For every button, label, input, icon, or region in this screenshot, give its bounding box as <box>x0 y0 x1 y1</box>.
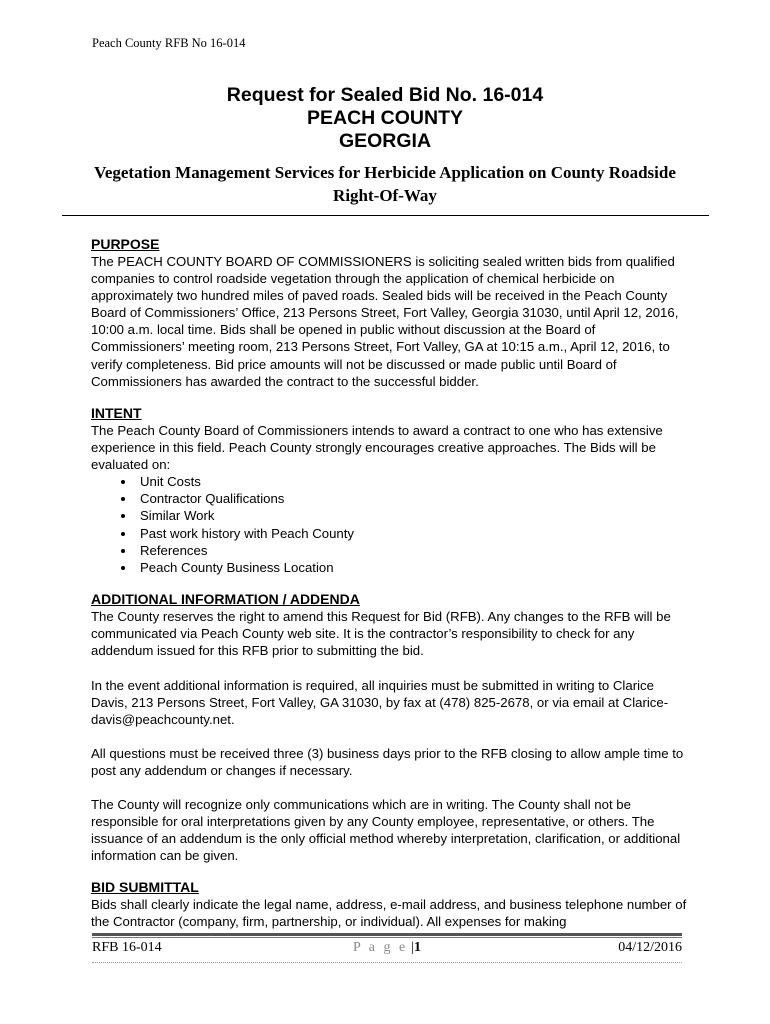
subtitle-line-1: Vegetation Management Services for Herbicide Application on County Roadside <box>94 163 676 182</box>
list-item: • Contractor Qualifications <box>136 490 691 507</box>
written-communications-paragraph: The County will recognize only communications which are in writing. The County shall not be responsible for oral interpretations given by any County employee, representative, or others. The issuance of an addendum is the only official method whereby interpretation, clarification, or additional information can be given. <box>91 797 681 864</box>
title-divider <box>62 215 709 216</box>
document-title: Request for Sealed Bid No. 16-014 <box>226 84 544 106</box>
purpose-text: The PEACH COUNTY BOARD OF COMMISSIONERS is soliciting sealed written bids from qualified companies to control roadside vegetation through the application of chemical herbicide on approximately two hundred miles of paved roads. Sealed bids will be received in the Peach County Board of Commissioners’ Office, 213 Persons Street, Fort Valley, Georgia 31030, until April 12, 2016, 10:00 a.m. local time. Bids shall be opened in public without discussion at the Board of Commissioners’ meeting room, 213 Persons Street, Fort Valley, GA at 10:15 a.m., April 12, 2016, to verify completeness. Bid price amounts will not be discussed or made public until Board of Commissioners has awarded the contract to the successful bidder. <box>91 254 679 389</box>
evaluation-criteria-list <box>91 473 691 576</box>
list-item: • Similar Work <box>136 507 691 524</box>
additional-info-heading: ADDITIONAL INFORMATION / ADDENDA <box>91 591 360 608</box>
county-name: PEACH COUNTY <box>306 107 463 129</box>
page-footer <box>92 940 682 963</box>
page-label: P a g e <box>352 940 408 955</box>
list-item: • References <box>136 542 691 559</box>
subtitle <box>0 161 770 207</box>
title-block <box>0 84 770 207</box>
footer-date: 04/12/2016 <box>618 940 682 955</box>
list-item: • Unit Costs <box>136 473 691 490</box>
inquiries-paragraph: In the event additional information is required, all inquiries must be submitted in writing to Clarice Davis, 213 Persons Street, Fort Valley, GA 31030, by fax at (478) 825-2678, or via email at Clarice-davis@peachcounty.net. <box>91 677 669 727</box>
bid-submittal-text: Bids shall clearly indicate the legal name, address, e-mail address, and business telephone number of the Contractor (company, firm, partnership, or individual). All expenses for making <box>91 897 687 930</box>
questions-deadline-paragraph: All questions must be received three (3) business days prior to the RFB closing to allow ample time to post any addendum or changes if necessary. <box>91 745 684 778</box>
footer-rfb-number: RFB 16-014 <box>92 940 162 955</box>
bid-submittal-heading: BID SUBMITTAL <box>91 879 199 896</box>
list-item: • Peach County Business Location <box>136 559 691 576</box>
state-name: GEORGIA <box>338 130 432 152</box>
document-body <box>91 236 691 931</box>
page-separator: | <box>411 940 414 955</box>
page-number: 1 <box>414 940 421 955</box>
page-indicator <box>92 940 682 956</box>
purpose-heading: PURPOSE <box>91 236 160 252</box>
subtitle-line-2: Right-Of-Way <box>333 186 437 205</box>
footer-divider <box>92 933 682 938</box>
list-item: • Past work history with Peach County <box>136 525 691 542</box>
intent-heading: INTENT <box>91 404 142 421</box>
intent-text: The Peach County Board of Commissioners intends to award a contract to one who has extensive experience in this field. Peach County strongly encourages creative approaches. The Bids will be evaluated on: <box>91 422 663 472</box>
page-header: Peach County RFB No 16-014 <box>92 36 246 50</box>
additional-info-paragraph: The County reserves the right to amend this Request for Bid (RFB). Any changes to the RFB will be communicated via Peach County web site. It is the contractor’s responsibility to check for any addendum issued for this RFB prior to submitting the bid. <box>91 609 671 659</box>
